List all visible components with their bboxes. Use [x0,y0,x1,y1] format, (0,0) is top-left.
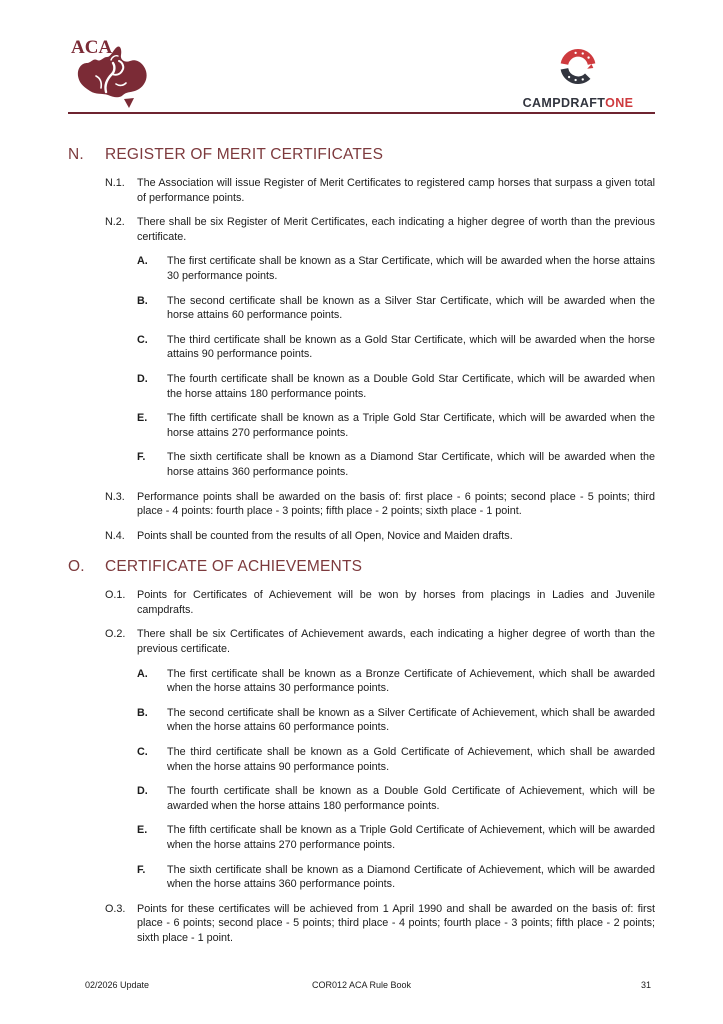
sub-item-text: The sixth certificate shall be known as a Diamond Star Certificate, which will be awarded when the horse attains 360 performance points. [167,451,655,478]
horseshoe-c-icon [555,42,601,94]
item-number: N.2. [105,216,125,229]
rule-sub-item [137,411,655,440]
footer-document-title: COR012 ACA Rule Book [311,980,412,990]
rule-sub-item [137,745,655,774]
section-number: N. [68,146,84,163]
item-text: There shall be six Certificates of Achievement awards, each indicating a higher degree of worth than the previous certificate. [137,628,655,656]
item-number: N.4. [105,529,125,542]
section-number: O. [68,558,85,576]
sub-item-text: The third certificate shall be known as a Gold Certificate of Achievement, which shall be awarded when the horse attains 90 performance points. [167,746,655,773]
rule-item [105,176,655,205]
page-header [68,36,655,112]
section-heading [68,146,655,164]
sub-item-text: The second certificate shall be known as a Silver Star Certificate, which will be awarded when the horse attains 60 performance points. [167,294,655,322]
rule-sub-item [137,333,655,362]
rule-item [105,627,655,656]
sub-item-letter: A. [137,667,148,680]
header-rule [68,112,655,114]
rule-sub-item [137,372,655,401]
rule-sub-item [137,784,655,813]
rule-sub-item [137,294,655,323]
sub-item-letter: C. [137,333,148,346]
rule-item [105,529,655,544]
section-title: CERTIFICATE OF ACHIEVEMENTS [105,558,363,576]
sub-item-letter: C. [137,746,148,759]
sub-item-text: The fifth certificate shall be known as a Triple Gold Star Certificate, which will be awarded when the horse attains 270 performance points. [167,412,655,439]
item-number: O.1. [105,589,126,602]
rule-section [68,146,655,543]
sub-item-letter: B. [137,294,148,307]
item-text: Points shall be counted from the results of all Open, Novice and Maiden drafts. [137,529,513,542]
sub-item-letter: F. [137,451,146,464]
sub-item-text: The fourth certificate shall be known as a Double Gold Star Certificate, which will be awarded when the horse attains 180 performance points. [167,372,655,400]
brand-campdraft: CAMPDRAFT [522,96,606,110]
rule-sub-item [137,706,655,735]
aca-logo-text: ACA [71,37,113,58]
sub-item-letter: E. [137,412,148,425]
rule-sub-item [137,254,655,283]
sub-item-text: The first certificate shall be known as a Bronze Certificate of Achievement, which shall be awarded when the horse attains 30 performance points. [167,667,655,695]
rule-item [105,588,655,617]
sub-item-letter: D. [137,372,148,385]
brand-wordmark [519,96,637,110]
item-text: There shall be six Register of Merit Certificates, each indicating a higher degree of worth than the previous certificate. [137,216,655,243]
item-text: Points for Certificates of Achievement will be won by horses from placings in Ladies and Juvenile campdrafts. [137,589,655,616]
item-text: Performance points shall be awarded on the basis of: first place - 6 points; second place - 5 points; third place - 4 points: fourth place - 3 points; fifth place - 2 points; sixth place - 1 point. [137,490,655,518]
item-number: N.1. [105,177,125,189]
sub-item-text: The fourth certificate shall be known as a Double Gold Certificate of Achievement, which will be awarded when the horse attains 180 performance points. [167,785,655,812]
rule-sub-item [137,863,655,892]
rule-section [68,558,655,945]
sub-item-text: The second certificate shall be known as a Silver Certificate of Achievement, which shall be awarded when the horse attains 60 performance points. [167,706,655,734]
aca-logo [68,36,160,114]
page-footer [0,980,723,994]
footer-update-label: 02/2026 Update [85,980,150,990]
rule-sub-item [137,823,655,852]
sub-item-letter: A. [137,255,148,268]
rule-sub-item [137,450,655,479]
rule-item [105,490,655,519]
rule-item [105,902,655,946]
item-number: N.3. [105,490,125,503]
section-heading [68,558,655,576]
sub-item-letter: F. [137,863,146,876]
item-text: Points for these certificates will be achieved from 1 April 1990 and shall be awarded on the basis of: first place - 6 points; second place - 5 points; third place - 4 points; fourth place - 3 points; fifth place - 2 points; sixth place - 1 point. [137,902,655,944]
campdraftone-logo [519,42,637,110]
sub-item-text: The fifth certificate shall be known as a Triple Gold Certificate of Achievement, which will be awarded when the horse attains 270 performance points. [167,824,655,851]
item-number: O.3. [105,902,126,915]
sub-item-letter: D. [137,785,148,798]
sub-item-letter: B. [137,706,148,719]
item-text: The Association will issue Register of Merit Certificates to registered camp horses that surpass a given total of performance points. [137,177,655,204]
sub-item-letter: E. [137,824,148,837]
rule-sub-item [137,667,655,696]
section-title: REGISTER OF MERIT CERTIFICATES [105,146,384,163]
sub-item-text: The sixth certificate shall be known as a Diamond Certificate of Achievement, which will be awarded when the horse attains 360 performance points. [167,863,655,891]
brand-one: ONE [605,96,634,110]
rule-item [105,215,655,244]
document-content [68,146,655,956]
item-number: O.2. [105,628,126,641]
sub-item-text: The first certificate shall be known as a Star Certificate, which will be awarded when the horse attains 30 performance points. [167,255,655,282]
sub-item-text: The third certificate shall be known as a Gold Star Certificate, which will be awarded when the horse attains 90 performance points. [167,333,655,361]
footer-page-number: 31 [640,980,651,990]
